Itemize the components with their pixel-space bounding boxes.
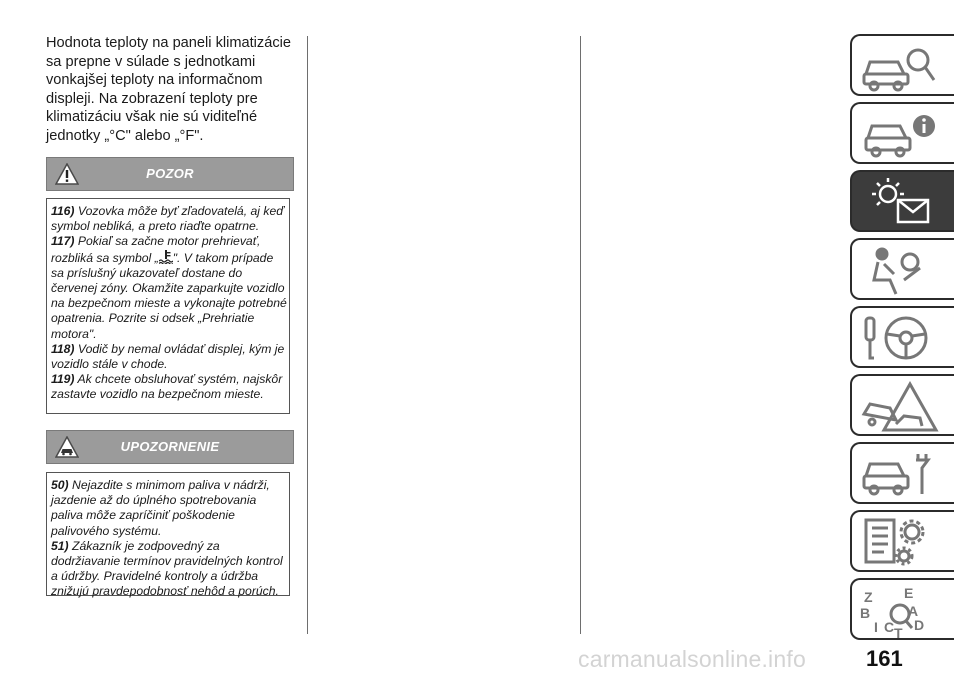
watermark: carmanualsonline.info xyxy=(578,646,806,672)
tab-seat-airbag[interactable] xyxy=(850,238,954,300)
tab-alphabet-index[interactable] xyxy=(850,578,954,640)
column-divider-right xyxy=(580,36,581,634)
tab-car-search[interactable] xyxy=(850,34,954,96)
intro-paragraph: Hodnota teploty na paneli klimatizácie sa prepne v súlade s jednotkami vonkajšej teploty na informačnom displeji. Na zobrazení teploty pre klimatizáciu však nie sú viditeľné jednotky „°C" alebo „°F". xyxy=(46,35,291,144)
svg-text:D: D xyxy=(914,617,925,633)
svg-text:A: A xyxy=(908,603,919,619)
tab-list-settings[interactable] xyxy=(850,510,954,572)
svg-text:I: I xyxy=(874,619,878,635)
caution-item: 50) Nejazdite s minimom paliva v nádrži, jazdenie až do úplného spotrebovania paliva môže zapríčiniť poškodenie palivového systému. xyxy=(51,478,270,538)
tab-key-steering[interactable] xyxy=(850,306,954,368)
car-crash-warning-icon xyxy=(860,380,940,434)
light-message-icon xyxy=(860,176,940,230)
svg-text:E: E xyxy=(904,585,914,601)
svg-text:Z: Z xyxy=(864,589,873,605)
warning-item: 119) Ak chcete obsluhovať systém, najskôr zastavte vozidlo na bezpečnom mieste. xyxy=(51,372,283,402)
caution-banner xyxy=(46,430,294,464)
car-info-icon xyxy=(860,108,940,162)
engine-temperature-icon xyxy=(159,250,173,264)
warning-item: 118) Vodič by nemal ovládať displej, kým je vozidlo stále v chode. xyxy=(51,341,285,372)
warning-item: 116) Vozovka môže byť zľadovatelá, aj keď symbol nebliká, a preto riaďte opatrne. xyxy=(51,204,284,234)
car-search-icon xyxy=(860,40,940,94)
car-wrench-icon xyxy=(860,448,940,502)
warning-banner xyxy=(46,157,294,191)
warning-box xyxy=(46,198,290,414)
tab-car-info[interactable] xyxy=(850,102,954,164)
svg-text:C: C xyxy=(884,619,895,635)
tab-light-message[interactable] xyxy=(850,170,954,232)
warning-title: POZOR xyxy=(146,166,194,181)
column-divider-left xyxy=(307,36,308,634)
list-settings-icon xyxy=(860,516,940,570)
svg-text:T: T xyxy=(894,625,903,638)
key-steering-wheel-icon xyxy=(860,312,940,366)
tab-car-crash-warning[interactable] xyxy=(850,374,954,436)
caution-title: UPOZORNENIE xyxy=(120,439,220,454)
svg-text:B: B xyxy=(860,605,871,621)
seat-airbag-icon xyxy=(860,244,940,298)
caution-item: 51) Zákazník je zodpovedný za dodržiavanie termínov pravidelných kontrol a údržby. Pravidelné kontroly a údržba znižujú pravdepodobnosť nehôd a porúch. xyxy=(51,538,283,599)
page-number: 161 xyxy=(866,646,903,671)
tab-car-wrench[interactable] xyxy=(850,442,954,504)
alphabet-index-icon xyxy=(860,584,940,638)
caution-box xyxy=(46,472,290,599)
warning-item: 117) Pokiaľ sa začne motor prehrievať, rozbliká sa symbol „ ". V takom prípade sa príslušný ukazovateľ dostane do červenej zóny. Okamžite zaparkujte vozidlo na bezpečnom mieste a vykonajte potrebné opatrenia. Pozrite si odsek „Prehriatie motora". xyxy=(51,234,287,341)
